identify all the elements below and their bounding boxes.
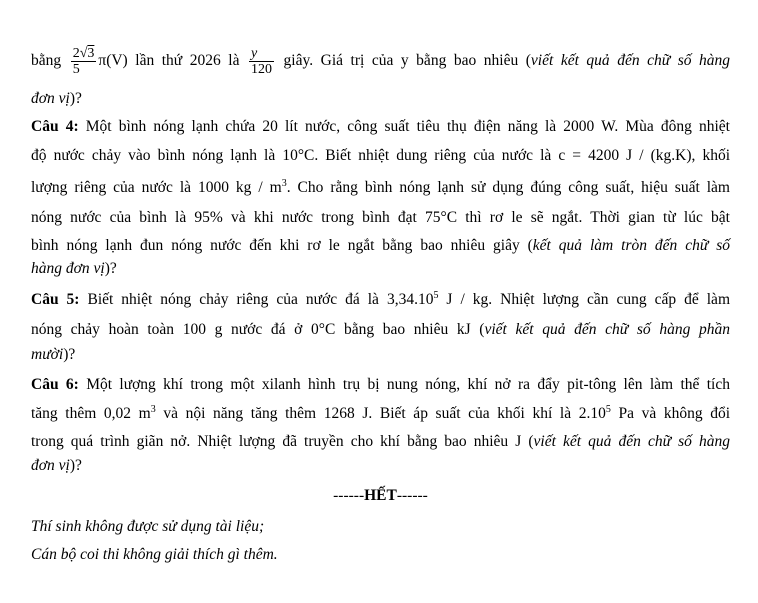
text-segment: )?: [104, 260, 117, 277]
q6-line-1: [31, 375, 730, 395]
q5-line-1: [31, 290, 730, 310]
text-segment: bằng: [31, 52, 62, 70]
density-eq: [198, 179, 287, 196]
specific-heat-eq: c = 4200 J / (kg.K): [558, 147, 692, 164]
unit: °C: [297, 147, 315, 164]
text-segment: trong quá trình giãn nở. Nhiệt lượng đã truyền cho khí bằng bao nhiêu J (: [31, 433, 534, 450]
text-segment: . Biết nhiệt dung riêng của nước là: [314, 147, 559, 164]
text-line-2: [31, 89, 730, 109]
q4-line-6: [31, 259, 730, 279]
q4-line-2: [31, 146, 730, 166]
q5-line-2: [31, 320, 730, 340]
latent-heat-eq: [387, 291, 488, 308]
dash-left: ------: [333, 487, 365, 504]
unit: J / kg: [438, 291, 489, 308]
text-segment: độ nước chảy vào bình nóng lạnh là: [31, 147, 283, 164]
exponent: 3: [281, 178, 287, 189]
text-segment: thì rơ le sẽ ngắt. Thời gian từ lúc bật: [457, 209, 730, 226]
text-segment: )?: [69, 457, 82, 474]
q4-line-5: [31, 236, 730, 256]
text-segment: giây. Giá trị của y bằng bao nhiêu (: [283, 52, 531, 70]
text-segment: , khối: [691, 147, 731, 164]
text-segment: Một lượng khí trong một xilanh hình trụ bị nung nóng, khí nở ra đẩy pit-tông lên làm thể tích: [78, 376, 730, 393]
text-segment: )?: [63, 346, 76, 363]
italic-segment: mười: [31, 346, 64, 363]
fraction-2sqrt3-over-5: $\frac{2√3}{5}$: [72, 46, 95, 77]
text-segment: nóng chảy hoàn toàn 100 g nước đá ở: [31, 321, 312, 338]
temp-75c: [425, 209, 457, 226]
value: 75: [425, 209, 441, 226]
q6-line-2: [31, 404, 730, 424]
frac-den: 120: [251, 62, 272, 77]
question-label-6: Câu 6:: [31, 376, 79, 393]
question-label-4: Câu 4:: [31, 118, 79, 135]
q4-line-3: [31, 178, 730, 198]
q4-line-1: [31, 117, 730, 137]
text-segment: )?: [69, 90, 82, 107]
q4-line-4: [31, 208, 730, 228]
dash-right: ------: [396, 487, 428, 504]
temp-0c: [311, 321, 335, 338]
exponent: 5: [433, 290, 439, 301]
value: 0,02 m: [103, 405, 151, 422]
unit: Pa: [610, 405, 634, 422]
q5-line-3: [31, 345, 730, 365]
italic-segment: viết kết quả đến chữ số hàng: [530, 52, 731, 70]
italic-segment: kết quả làm tròn đến chữ số: [532, 237, 730, 254]
text-segment: bằng bao nhiêu kJ (: [335, 321, 485, 338]
italic-segment: đơn vị: [31, 457, 70, 474]
frac-den: 5: [72, 62, 80, 77]
exponent: 3: [150, 404, 156, 415]
text-segment: nóng nước của bình là 95% và khi nước trong bình đạt: [31, 209, 425, 226]
end-label: HẾT: [364, 487, 397, 504]
text-segment: . Cho rằng bình nóng lạnh sử dụng đúng công suất, hiệu suất làm: [286, 179, 730, 196]
value: 1000 kg / m: [197, 179, 282, 196]
pi-volt: π(V): [98, 52, 128, 70]
italic-segment: hàng đơn vị: [31, 260, 105, 277]
text-segment: và nội năng tăng thêm 1268 J. Biết áp suất của khối khí là: [155, 405, 579, 422]
q6-line-3: [31, 432, 730, 452]
q6-line-4: [31, 456, 730, 476]
text-segment: và không đổi: [633, 405, 731, 422]
question-label-5: Câu 5:: [31, 291, 80, 308]
frac-num: y: [249, 46, 274, 62]
volume-eq: [104, 405, 156, 422]
frac-num-radicand: 3: [87, 46, 95, 61]
italic-segment: viết kết quả đến chữ số hàng: [533, 433, 730, 450]
value: 0: [311, 321, 319, 338]
note-line-2: Cán bộ coi thi không giải thích gì thêm.: [31, 546, 278, 563]
value: 2.10: [578, 405, 606, 422]
end-marker: [31, 486, 730, 506]
temp-10c: [282, 147, 314, 164]
text-segment: lượng riêng của nước là: [31, 179, 198, 196]
text-segment: lần thứ 2026 là: [135, 52, 240, 70]
text-line-1: [31, 46, 730, 77]
value: 10: [282, 147, 298, 164]
note-line-1: Thí sinh không được sử dụng tài liệu;: [31, 518, 265, 535]
unit: °C: [318, 321, 336, 338]
value: 3,34.10: [386, 291, 434, 308]
unit: °C: [440, 209, 458, 226]
frac-num-coef: 2: [72, 46, 80, 61]
text-segment: Một bình nóng lạnh chứa 20 lít nước, công suất tiêu thụ điện năng là 2000 W. Mùa đông nhiệt: [78, 118, 730, 135]
exponent: 5: [605, 404, 611, 415]
text-segment: tăng thêm: [31, 405, 104, 422]
text-segment: bình nóng lạnh đun nóng nước đến khi rơ le ngắt bằng bao nhiêu giây (: [31, 237, 533, 254]
italic-segment: viết kết quả đến chữ số hàng phần: [484, 321, 730, 338]
italic-segment: đơn vị: [31, 90, 70, 107]
pressure-eq: [579, 405, 634, 422]
fraction-y-over-120: [249, 46, 274, 77]
text-segment: . Nhiệt lượng cần cung cấp để làm: [488, 291, 730, 308]
text-segment: Biết nhiệt nóng chảy riêng của nước đá là: [79, 291, 387, 308]
